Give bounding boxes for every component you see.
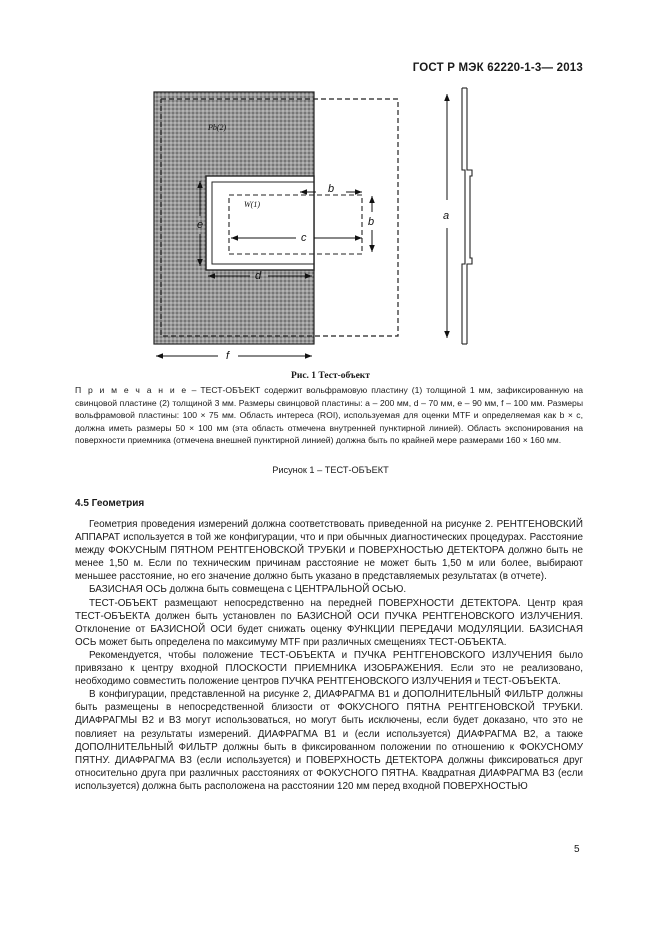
test-object-figure (0, 0, 661, 380)
document-header: ГОСТ Р МЭК 62220-1-3— 2013 (412, 62, 583, 74)
figure-note (75, 384, 583, 447)
paragraph: Рекомендуется, чтобы положение ТЕСТ-ОБЪЕКТА и ПУЧКА РЕНТГЕНОВСКОГО ИЗЛУЧЕНИЯ было привязано к центру входной ПЛОСКОСТИ ПРИЕМНИКА ИЗОБРАЖЕНИЯ. Если это не реализовано, необходимо совместить положение центров ПУЧКА РЕНТГЕНОВСКОГО ИЗЛУЧЕНИЯ и ТЕСТ-ОБЪЕКТА. (75, 649, 583, 688)
dimension-e: e (197, 219, 204, 231)
page-number: 5 (574, 844, 580, 855)
paragraph: БАЗИСНАЯ ОСЬ должна быть совмещена с ЦЕНТРАЛЬНОЙ ОСЬЮ. (89, 584, 407, 596)
section-heading: 4.5 Геометрия (75, 498, 145, 509)
dimension-c: c (301, 232, 307, 244)
paragraph: Геометрия проведения измерений должна соответствовать приведенной на рисунке 2. РЕНТГЕНОВСКИЙ АППАРАТ используется в той же конфигурации, что и при обычных диагностических процедурах. Расстояние между ФОКУСНЫМ ПЯТНОМ РЕНТГЕНОВСКОЙ ТРУБКИ и ПОВЕРХНОСТЬЮ ДЕТЕКТОРА должно быть не менее 1,50 м. Если по техническим причинам расстояние не может быть 1,50 м или более, выбирают меньшее расстояние, но его значение должно быть указано в представляемых результатах (в отчете). (75, 519, 583, 583)
tungsten-plate-label: W(1) (244, 200, 260, 209)
dimension-a: a (443, 210, 450, 222)
note-lead: П р и м е ч а н и е (75, 385, 188, 395)
note-text: – ТЕСТ-ОБЪЕКТ содержит вольфрамовую пластину (1) толщиной 1 мм, зафиксированную на свинцовой пластине (2) толщиной 3 мм. Размеры свинцовой пластины: a – 200 мм, d – 70 мм, e – 90 мм, f – 100 мм. Размеры вольфрамовой пластины: 100 × 75 мм. Область интереса (ROI), используемая для оценки MTF и определяемая как b × c, должна иметь размеры 50 × 100 мм (эта область отмечена внутренней пунктирной линией). Область экспонирования на поверхности приемника (отмечена внешней пунктирной линией) должна быть по крайней мере размерами 160 × 160 мм. (75, 385, 583, 446)
paragraph: ТЕСТ-ОБЪЕКТ размещают непосредственно на передней ПОВЕРХНОСТИ ДЕТЕКТОРА. Центр края ТЕСТ-ОБЪЕКТА должен быть установлен по БАЗИСНОЙ ОСИ ПУЧКА РЕНТГЕНОВСКОГО ИЗЛУЧЕНИЯ. Отклонение от БАЗИСНОЙ ОСИ будет снижать оценку ФУНКЦИИ ПЕРЕДАЧИ МОДУЛЯЦИИ. БАЗИСНАЯ ОСЬ может быть определена по максимуму MTF при различных смещениях ТЕСТ-ОБЪЕКТА. (75, 597, 583, 648)
figure-caption: Рис. 1 Тест-объект (291, 371, 370, 381)
tungsten-plate-frame (206, 176, 314, 270)
dimension-b-horizontal: b (328, 183, 335, 195)
dimension-d: d (255, 270, 262, 282)
figure-title: Рисунок 1 – ТЕСТ-ОБЪЕКТ (272, 465, 389, 475)
dimension-b-vertical: b (368, 216, 375, 228)
body-text (75, 518, 583, 793)
dimension-f: f (226, 350, 230, 362)
plate-side-profile (462, 88, 472, 344)
lead-plate-label: Pb(2) (208, 123, 227, 132)
paragraph: В конфигурации, представленной на рисунке 2, ДИАФРАГМА В1 и ДОПОЛНИТЕЛЬНЫЙ ФИЛЬТР должны быть размещены в непосредственной близости от ФОКУСНОГО ПЯТНА РЕНТГЕНОВСКОЙ ТРУБКИ. ДИАФРАГМЫ В2 и В3 могут использоваться, но могут быть исключены, если будет доказано, что это не повлияет на результаты измерений. ДИАФРАГМА В1 и (если используется) ДИАФРАГМА В2, а также ДОПОЛНИТЕЛЬНЫЙ ФИЛЬТР должны быть в фиксированном положении по отношению к ФОКУСНОМУ ПЯТНУ. ДИАФРАГМА В3 (если используется) и ПОВЕРХНОСТЬ ДЕТЕКТОРА должны фиксироваться друг относительно друга при различных расстояниях от ФОКУСНОГО ПЯТНА. Квадратная ДИАФРАГМА В3 (если используется) должна быть расположена на расстоянии 120 мм перед входной ПОВЕРХНОСТЬЮ (75, 689, 583, 792)
